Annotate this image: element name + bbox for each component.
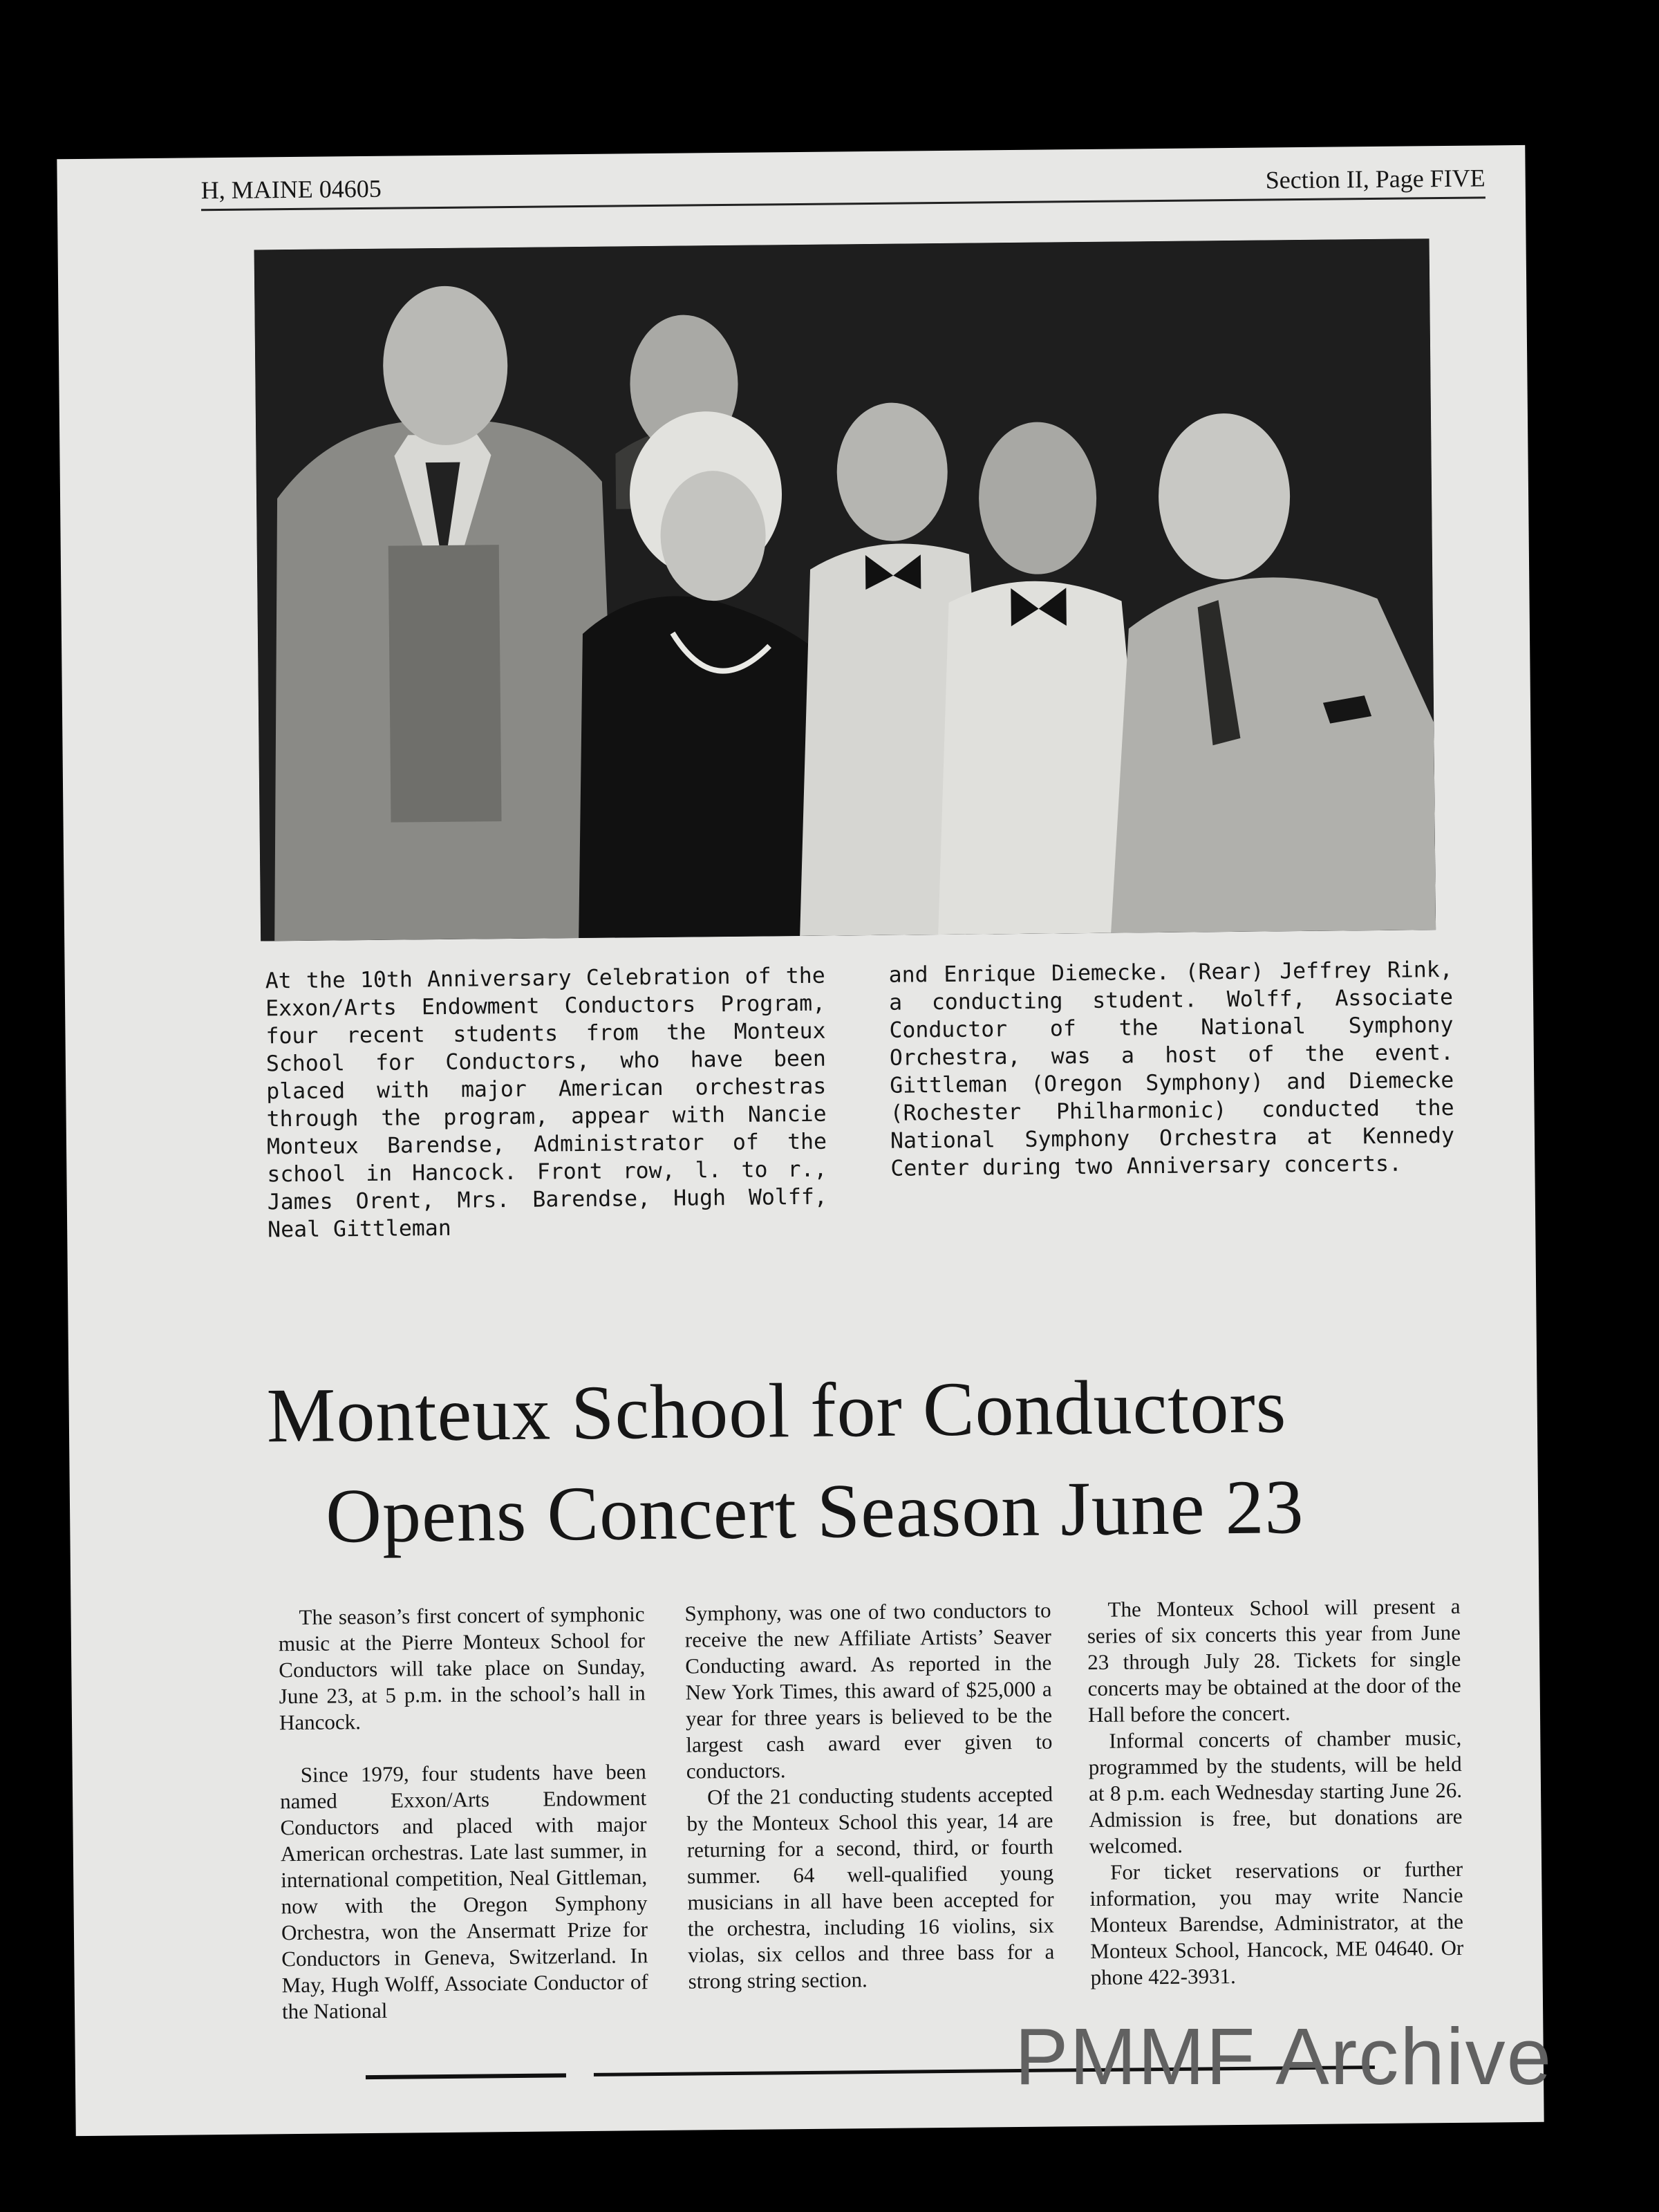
headline-line-2: Opens Concert Season June 23: [325, 1464, 1305, 1559]
article-paragraph: Of the 21 conducting students accepted by the Monteux School this year, 14 are returning for a second, third, or fourth summer. 64 well-qualified young musicians in all have been accepted for the orchestra, including 16 violins, six violas, six cellos and three bass for a strong string section.: [686, 1781, 1055, 1994]
article-column-2: [684, 1597, 1054, 1995]
page-header: [201, 159, 1485, 211]
article-paragraph: Symphony, was one of two conductors to receive the new Affiliate Artists’ Seaver Conducting award. As reported in the New York Times, this award of $25,000 a year for three years is believed to be the largest cash award ever given to conductors.: [684, 1597, 1053, 1783]
header-section-page: Section II, Page FIVE: [1265, 164, 1485, 194]
headline-line-1: Monteux School for Conductors: [266, 1363, 1287, 1459]
group-photograph: [254, 238, 1436, 941]
photo-illustration: [254, 238, 1436, 941]
article-paragraph: The Monteux School will present a series of six concerts this year from June 23 through July 28. Tickets for single concerts may be obtained at the door of the Hall before the concert.: [1087, 1593, 1461, 1727]
article-paragraph: The season’s first concert of symphonic music at the Pierre Monteux School for Conductors will take place on Sunday, June 23, at 5 p.m. in the school’s hall in Hancock.: [278, 1602, 646, 1735]
article-paragraph: Since 1979, four students have been named Exxon/Arts Endowment Conductors and placed with major American orchestras. Late last summer, in international competition, Neal Gittleman, now with the Oregon Symphony Orchestra, won the Ansermatt Prize for Conductors in Geneva, Switzerland. In May, Hugh Wolff, Associate Conductor of the National: [279, 1759, 648, 2024]
article-paragraph: Informal concerts of chamber music, programmed by the students, will be held at 8 p.m. each Wednesday starting June 26. Admission is free, but donations are welcomed.: [1088, 1725, 1463, 1859]
article-column-1: [278, 1601, 648, 2025]
photo-caption-left: At the 10th Anniversary Celebration of the Exxon/Arts Endowment Conductors Program, four recent students from the Monteux School for Conductors, who have been placed with major American orchestras through the program, appear with Nancie Monteux Barendse, Administrator of the school in Hancock. Front row, l. to r., James Orent, Mrs. Barendse, Hugh Wolff, Neal Gittleman: [265, 963, 827, 1243]
article-paragraph: For ticket reservations or further information, you may write Nancie Monteux Barendse, Administrator, at the Monteux School, Hancock, ME 04640. Or phone 422-3931.: [1089, 1856, 1464, 1990]
article-column-3: [1087, 1593, 1463, 1991]
header-location: H, MAINE 04605: [200, 174, 382, 205]
column-rule-left: [366, 2073, 566, 2079]
photo-caption-right: and Enrique Diemecke. (Rear) Jeffrey Rink, a conducting student. Wolff, Associate Conductor of the National Symphony Orchestra, was a host of the event. Gittleman (Oregon Symphony) and Diemecke (Rochester Philharmonic) conducted the National Symphony Orchestra at Kennedy Center during two Anniversary concerts.: [888, 957, 1455, 1181]
archive-watermark: PMMF Archive: [1015, 2012, 1553, 2101]
newspaper-clipping: [57, 145, 1544, 2136]
